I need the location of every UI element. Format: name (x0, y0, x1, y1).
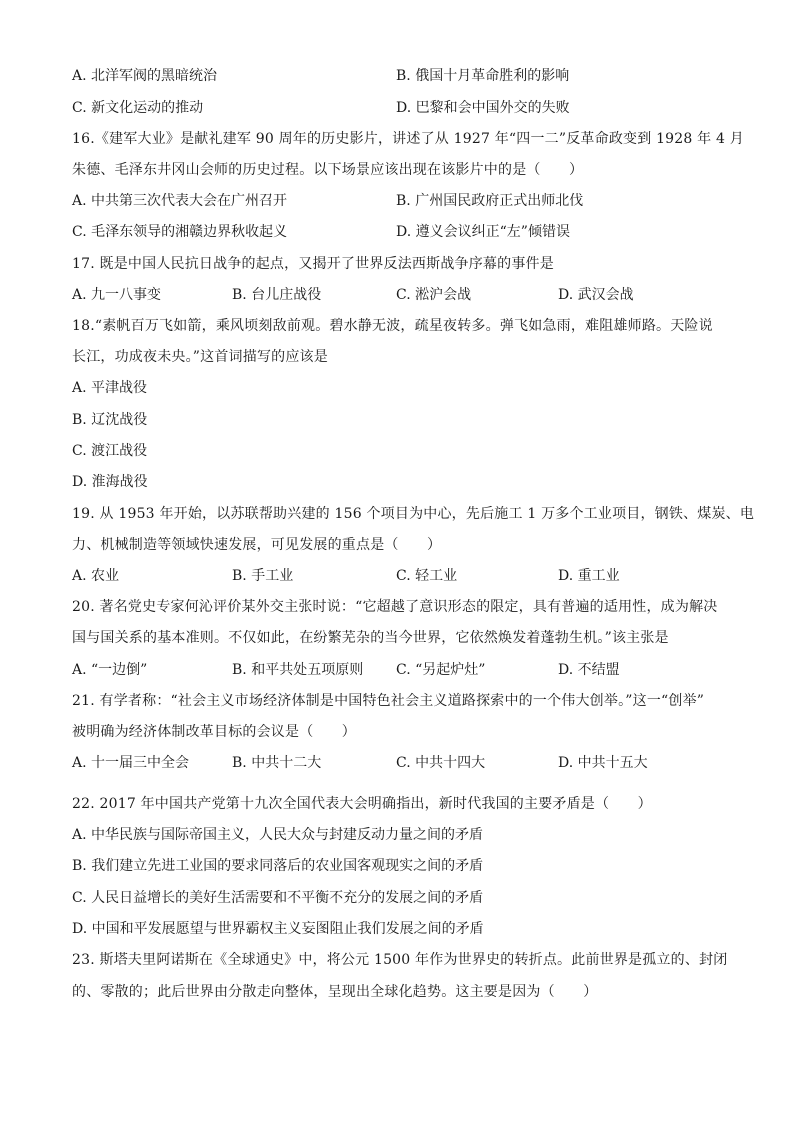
q19-option-d: D. 重工业 (558, 568, 620, 584)
q19-stem-line-2: 力、机械制造等领域快速发展，可见发展的重点是（ ） (72, 537, 442, 553)
q16-option-b: B. 广州国民政府正式出师北伐 (396, 193, 584, 209)
q22-stem-line-1: 22. 2017 年中国共产党第十九次全国代表大会明确指出，新时代我国的主要矛盾是（ ） (72, 796, 652, 812)
q16-option-d: D. 遵义会议纠正“左”倾错误 (396, 224, 570, 240)
q20-stem-line-1: 20. 著名党史专家何沁评价某外交主张时说：“它超越了意识形态的限定，具有普遍的适用性，成为解决 (72, 599, 718, 615)
q18-stem-line-1: 18.“素帆百万飞如箭，乘风顷刻敌前观。碧水静无波，疏星夜转多。弹飞如急雨，难阻雄师路。天险说 (72, 318, 713, 334)
q22-option-a: A. 中华民族与国际帝国主义，人民大众与封建反动力量之间的矛盾 (72, 827, 484, 843)
q20-option-c: C. “另起炉灶” (396, 662, 486, 678)
q16-option-a: A. 中共第三次代表大会在广州召开 (72, 193, 288, 209)
q16-option-c: C. 毛泽东领导的湘赣边界秋收起义 (72, 224, 288, 240)
q21-stem-line-2: 被明确为经济体制改革目标的会议是（ ） (72, 724, 356, 740)
q22-option-b: B. 我们建立先进工业国的要求同落后的农业国客观现实之间的矛盾 (72, 858, 484, 874)
q17-option-a: A. 九一八事变 (72, 287, 162, 303)
q21-stem-line-1: 21. 有学者称：“社会主义市场经济体制是中国特色社会主义道路探索中的一个伟大创举。”这一“创举” (72, 693, 705, 709)
q17-option-b: B. 台儿庄战役 (232, 287, 322, 303)
q16-stem-line-1: 16.《建军大业》是献礼建军 90 周年的历史影片，讲述了从 1927 年“四一二”反革命政变到 1928 年 4 月 (72, 131, 744, 147)
q19-option-a: A. 农业 (72, 568, 120, 584)
q18-option-d: D. 淮海战役 (72, 474, 148, 490)
q15-option-b: B. 俄国十月革命胜利的影响 (396, 68, 570, 84)
q18-option-a: A. 平津战役 (72, 380, 148, 396)
q20-option-d: D. 不结盟 (558, 662, 620, 678)
q22-option-d: D. 中国和平发展愿望与世界霸权主义妄图阻止我们发展之间的矛盾 (72, 921, 484, 937)
q20-option-b: B. 和平共处五项原则 (232, 662, 364, 678)
q21-option-c: C. 中共十四大 (396, 755, 486, 771)
q19-option-c: C. 轻工业 (396, 568, 458, 584)
q18-stem-line-2: 长江，功成夜未央。”这首词描写的应该是 (72, 349, 328, 365)
q17-option-d: D. 武汉会战 (558, 287, 634, 303)
q19-option-b: B. 手工业 (232, 568, 294, 584)
q20-option-a: A. “一边倒” (72, 662, 148, 678)
q18-option-b: B. 辽沈战役 (72, 412, 148, 428)
q22-option-c: C. 人民日益增长的美好生活需要和不平衡不充分的发展之间的矛盾 (72, 890, 484, 906)
q20-stem-line-2: 国与国关系的基本准则。不仅如此，在纷繁芜杂的当今世界，它依然焕发着蓬勃生机。”该主张是 (72, 630, 669, 646)
q21-option-d: D. 中共十五大 (558, 755, 648, 771)
q19-stem-line-1: 19. 从 1953 年开始，以苏联帮助兴建的 156 个项目为中心，先后施工 1 万多个工业项目，钢铁、煤炭、电 (72, 506, 755, 522)
q16-stem-line-2: 朱德、毛泽东井冈山会师的历史过程。以下场景应该出现在该影片中的是（ ） (72, 162, 584, 178)
q17-stem-line-1: 17. 既是中国人民抗日战争的起点，又揭开了世界反法西斯战争序幕的事件是 (72, 256, 554, 272)
q23-stem-line-1: 23. 斯塔夫里阿诺斯在《全球通史》中，将公元 1500 年作为世界史的转折点。此前世界是孤立的、封闭 (72, 952, 728, 968)
q17-option-c: C. 淞沪会战 (396, 287, 472, 303)
q15-option-a: A. 北洋军阀的黑暗统治 (72, 68, 218, 84)
q23-stem-line-2: 的、零散的；此后世界由分散走向整体，呈现出全球化趋势。这主要是因为（ ） (72, 984, 598, 1000)
q18-option-c: C. 渡江战役 (72, 443, 148, 459)
q21-option-b: B. 中共十二大 (232, 755, 322, 771)
q15-option-c: C. 新文化运动的推动 (72, 100, 204, 116)
q21-option-a: A. 十一届三中全会 (72, 755, 190, 771)
q15-option-d: D. 巴黎和会中国外交的失败 (396, 100, 570, 116)
